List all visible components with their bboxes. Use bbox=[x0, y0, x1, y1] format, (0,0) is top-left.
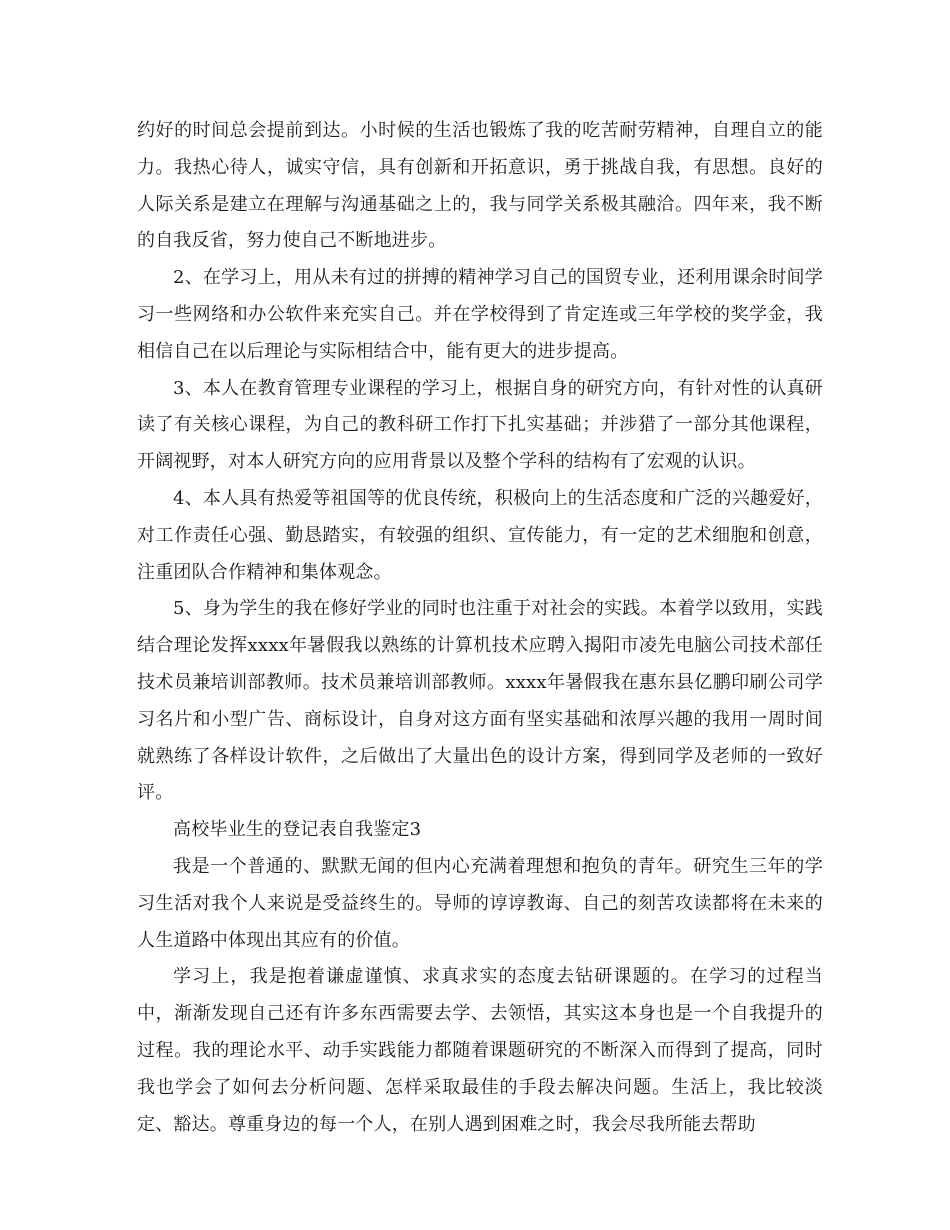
paragraph-item-5: 5、身为学生的我在修好学业的同时也注重于对社会的实践。本着学以致用，实践结合理论发挥xxxx年暑假我以熟练的计算机技术应聘入揭阳市凌先电脑公司技术部任技术员兼培训部教师。技术员兼培训部教师。xxxx年暑假我在惠东县亿鹏印刷公司学习名片和小型广告、商标设计，自身对这方面有坚实基础和浓厚兴趣的我用一周时间就熟练了各样设计软件，之后做出了大量出色的设计方案，得到同学及老师的一致好评。 bbox=[137, 598, 823, 804]
section-heading: 高校毕业生的登记表自我鉴定3 bbox=[173, 819, 422, 841]
paragraph-item-3: 3、本人在教育管理专业课程的学习上，根据自身的研究方向，有针对性的认真研读了有关核心课程，为自己的教科研工作打下扎实基础；并涉猎了一部分其他课程，开阔视野，对本人研究方向的应用背景以及整个学科的结构有了宏观的认识。 bbox=[137, 377, 823, 473]
paragraph-item-4: 4、本人具有热爱等祖国等的优良传统，积极向上的生活态度和广泛的兴趣爱好，对工作责任心强、勤恳踏实，有较强的组织、宣传能力，有一定的艺术细胞和创意，注重团队合作精神和集体观念。 bbox=[137, 487, 823, 583]
document-body bbox=[137, 113, 823, 1143]
paragraph-intro: 我是一个普通的、默默无闻的但内心充满着理想和抱负的青年。研究生三年的学习生活对我个人来说是受益终生的。导师的谆谆教诲、自己的刻苦攻读都将在未来的人生道路中体现出其应有的价值。 bbox=[137, 855, 823, 951]
paragraph-study-life: 学习上，我是抱着谦虚谨慎、求真求实的态度去钻研课题的。在学习的过程当中，渐渐发现自己还有许多东西需要去学、去领悟，其实这本身也是一个自我提升的过程。我的理论水平、动手实践能力都随着课题研究的不断深入而得到了提高，同时我也学会了如何去分析问题、怎样采取最佳的手段去解决问题。生活上，我比较淡定、豁达。尊重身边的每一个人，在别人遇到困难之时，我会尽我所能去帮助 bbox=[137, 966, 823, 1135]
paragraph-item-2: 2、在学习上，用从未有过的拼搏的精神学习自己的国贸专业，还利用课余时间学习一些网络和办公软件来充实自己。并在学校得到了肯定连或三年学校的奖学金，我相信自己在以后理论与实际相结合中，能有更大的进步提高。 bbox=[137, 267, 823, 362]
paragraph-continued: 约好的时间总会提前到达。小时候的生活也锻炼了我的吃苦耐劳精神，自理自立的能力。我热心待人，诚实守信，具有创新和开拓意识，勇于挑战自我，有思想。良好的人际关系是建立在理解与沟通基础之上的，我与同学关系极其融洽。四年来，我不断的自我反省，努力使自己不断地进步。 bbox=[137, 120, 823, 252]
